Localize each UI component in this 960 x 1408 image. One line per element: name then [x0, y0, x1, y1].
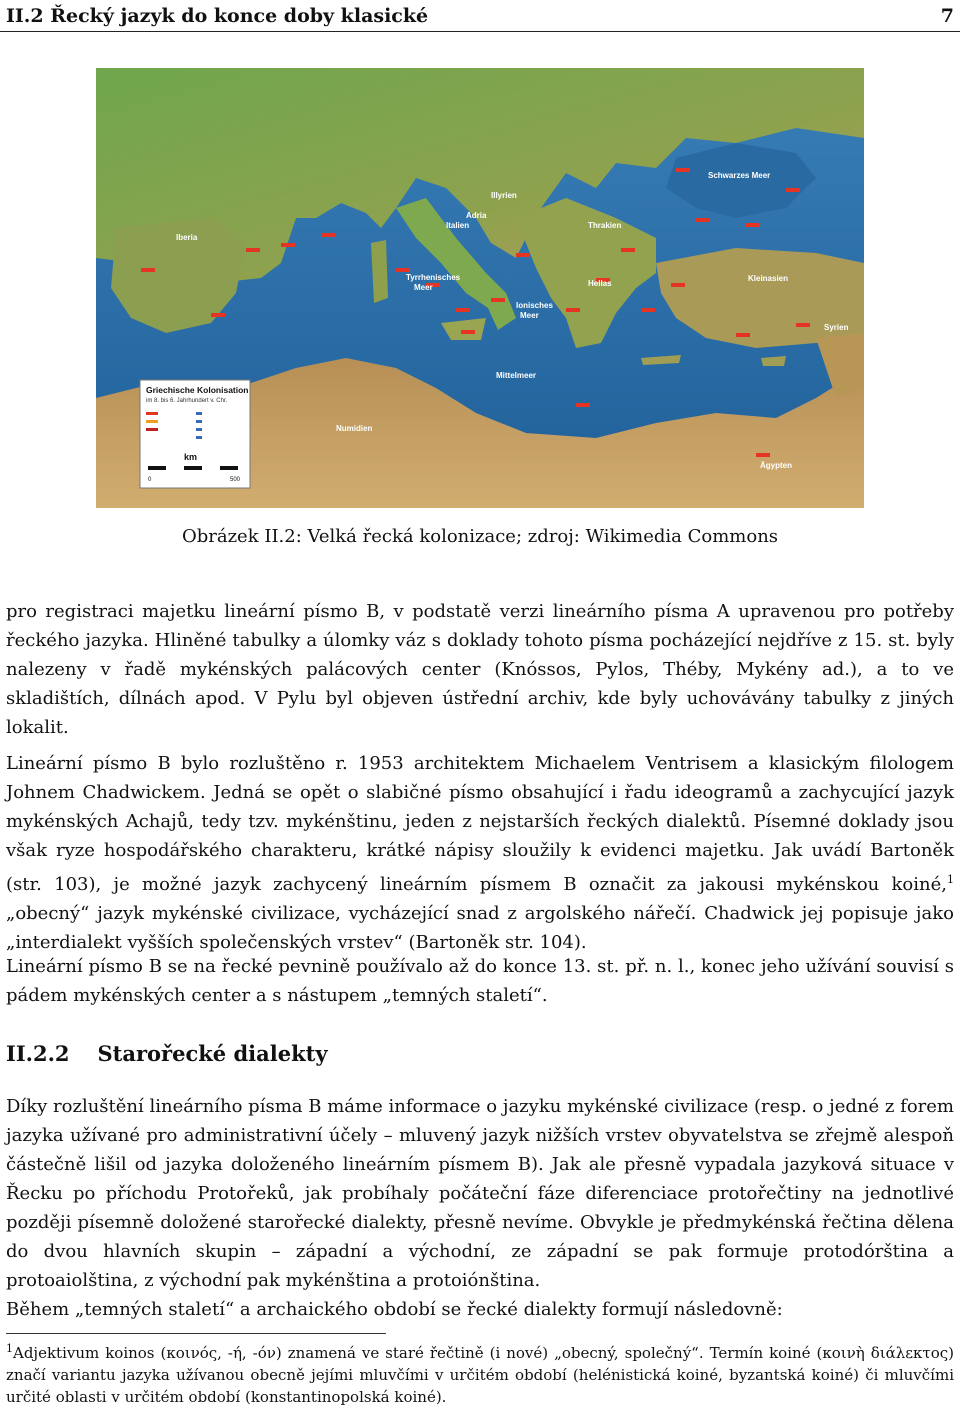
colony-marker — [756, 453, 770, 457]
scale-start: 0 — [148, 477, 152, 483]
label-schwarzes-meer: Schwarzes Meer — [708, 171, 771, 180]
label-tyrrhenian-meer: Meer — [414, 283, 433, 292]
paragraph-4 — [6, 1092, 954, 1295]
colony-marker — [246, 248, 260, 252]
paragraph-text: Díky rozluštění lineárního písma B máme informace o jazyku mykénské civilizace (resp. o jedné z forem jazyka užívané pro administrativní účely – mluvený jazyk nižších vrstev obyvatelstva se zřejmě alespoň částečně lišil od jazyka doloženého lineárním písmem B). Jak ale přesně vypadala jazyková situace v Řecku po příchodu Protořeků, jak probíhaly počáteční fáze diferenciace protořečtiny na jednotlivé později písemně doložené starořecké dialekty, přesně nevíme. Obvykle je předmykénská řečtina dělena do dvou hlavních skupin – západní a východní, ze západní se pak formuje protodórština a protoaiolština, z východní pak mykénština a protoiónština. — [6, 1096, 954, 1291]
footnote — [6, 1338, 954, 1408]
label-iberia: Iberia — [176, 233, 198, 242]
section-heading — [6, 1041, 328, 1066]
colony-marker — [576, 403, 590, 407]
label-aegypten: Ägypten — [760, 461, 792, 470]
colony-marker — [641, 308, 655, 312]
paragraph-text — [6, 749, 954, 957]
label-ionisches: Ionisches — [516, 301, 553, 310]
colonization-map — [96, 68, 864, 508]
map-legend — [140, 380, 250, 488]
colony-marker — [786, 188, 800, 192]
legend-subtitle: im 8. bis 6. Jahrhundert v. Chr. — [146, 398, 228, 404]
colony-marker — [281, 243, 295, 247]
colony-marker — [461, 330, 475, 334]
label-tyrrhenisches: Tyrrhenisches — [406, 273, 461, 282]
colony-marker — [696, 218, 710, 222]
colonization-map-figure — [96, 68, 864, 508]
colony-marker — [456, 308, 470, 312]
label-kleinasien: Kleinasien — [748, 274, 789, 283]
page-number: 7 — [940, 5, 954, 27]
paragraph-2 — [6, 749, 954, 957]
figure-caption: Obrázek II.2: Velká řecká kolonizace; zdroj: Wikimedia Commons — [181, 526, 779, 547]
label-mittelmeer: Mittelmeer — [496, 371, 537, 380]
legend-title: Griechische Kolonisation — [146, 385, 249, 395]
footnote-mark: 1 — [6, 1342, 13, 1355]
colony-marker — [676, 168, 690, 172]
paragraph-part-a: Lineární písmo B bylo rozluštěno r. 1953 architektem Michaelem Ventrisem a klasickým filologem Johnem Chadwickem. Jedná se opět o slabičné písmo obsahující i řadu ideogramů a zachycující jazyk mykénských Achajů, tedy tzv. mykénštinu, jeden z nejstarších řeckých dialektů. Písemné doklady jsou však ryze hospodářského charakteru, krátké nápisy sloužily k evidenci majetku. Jak uvádí Bartoněk (str. 103), je možné jazyk zachycený lineárním písmem B označit za jakousi mykénskou koiné, — [6, 753, 954, 895]
scale-bar — [148, 466, 238, 470]
paragraph-3 — [6, 952, 954, 1010]
legend-scale-unit: km — [184, 452, 198, 462]
scale-end: 500 — [230, 477, 241, 483]
section-title-text: Starořecké dialekty — [97, 1041, 328, 1066]
colony-marker — [321, 233, 335, 237]
label-thrakien: Thrakien — [588, 221, 622, 230]
colony-marker — [746, 223, 760, 227]
paragraph-text: Během „temných staletí“ a archaického období se řecké dialekty formují následovně: — [6, 1299, 783, 1320]
running-header — [6, 2, 954, 30]
colony-marker — [211, 313, 225, 317]
colony-marker — [491, 298, 505, 302]
footnote-ref[interactable]: 1 — [947, 873, 954, 886]
colony-marker — [796, 323, 810, 327]
colony-marker — [396, 268, 410, 272]
paragraph-5 — [6, 1295, 954, 1324]
paragraph-1 — [6, 597, 954, 742]
label-syrien: Syrien — [824, 323, 849, 332]
colony-marker — [141, 268, 155, 272]
paragraph-text: Lineární písmo B se na řecké pevnině používalo až do konce 13. st. př. n. l., konec jeho užívání souvisí s pádem mykénských center a s nástupem „temných staletí“. — [6, 956, 954, 1006]
label-ionian-meer: Meer — [520, 311, 539, 320]
label-hellas: Hellas — [588, 279, 612, 288]
label-italien: Italien — [446, 221, 470, 230]
label-illyrien: Illyrien — [491, 191, 517, 200]
footnote-rule — [6, 1333, 386, 1334]
colony-marker — [671, 283, 685, 287]
paragraph-part-b: „obecný“ jazyk mykénské civilizace, vycházející snad z argolského nářečí. Chadwick jej popisuje jako „interdialekt vyšších společenských vrstev“ (Bartoněk str. 104). — [6, 903, 954, 953]
footnote-text: Adjektivum koinos (κοινός, -ή, -όν) znamená ve staré řečtině (i nové) „obecný, společný“. Termín koiné (κοινὴ διάλεκτος) značí variantu jazyka užívanou obecně jejími mluvčími v určitém období (helénistická koiné, byzantská koiné) či mluvčími určité oblasti v určitém období (konstantinopolská koiné). — [6, 1344, 954, 1406]
colony-marker — [566, 308, 580, 312]
paragraph-text: pro registraci majetku lineární písmo B, v podstatě verzi lineárního písma A upravenou pro potřeby řeckého jazyka. Hliněné tabulky a úlomky váz s doklady tohoto písma pocházející nejdříve z 15. st. byly nalezeny v řadě mykénských palácových center (Knóssos, Pylos, Théby, Mykény ad.), a to ve skladištích, dílnách apod. V Pylu byl objeven ústřední archiv, kde byly uchovávány tabulky z jiných lokalit. — [6, 601, 954, 738]
label-adria: Adria — [466, 211, 487, 220]
colony-marker — [621, 248, 635, 252]
colony-marker — [736, 333, 750, 337]
colony-marker — [516, 253, 530, 257]
label-numidien: Numidien — [336, 424, 373, 433]
header-rule — [0, 31, 960, 32]
sardinia-land — [371, 240, 388, 303]
section-number: II.2.2 — [6, 1041, 70, 1066]
section-title: II.2 Řecký jazyk do konce doby klasické — [6, 5, 429, 27]
